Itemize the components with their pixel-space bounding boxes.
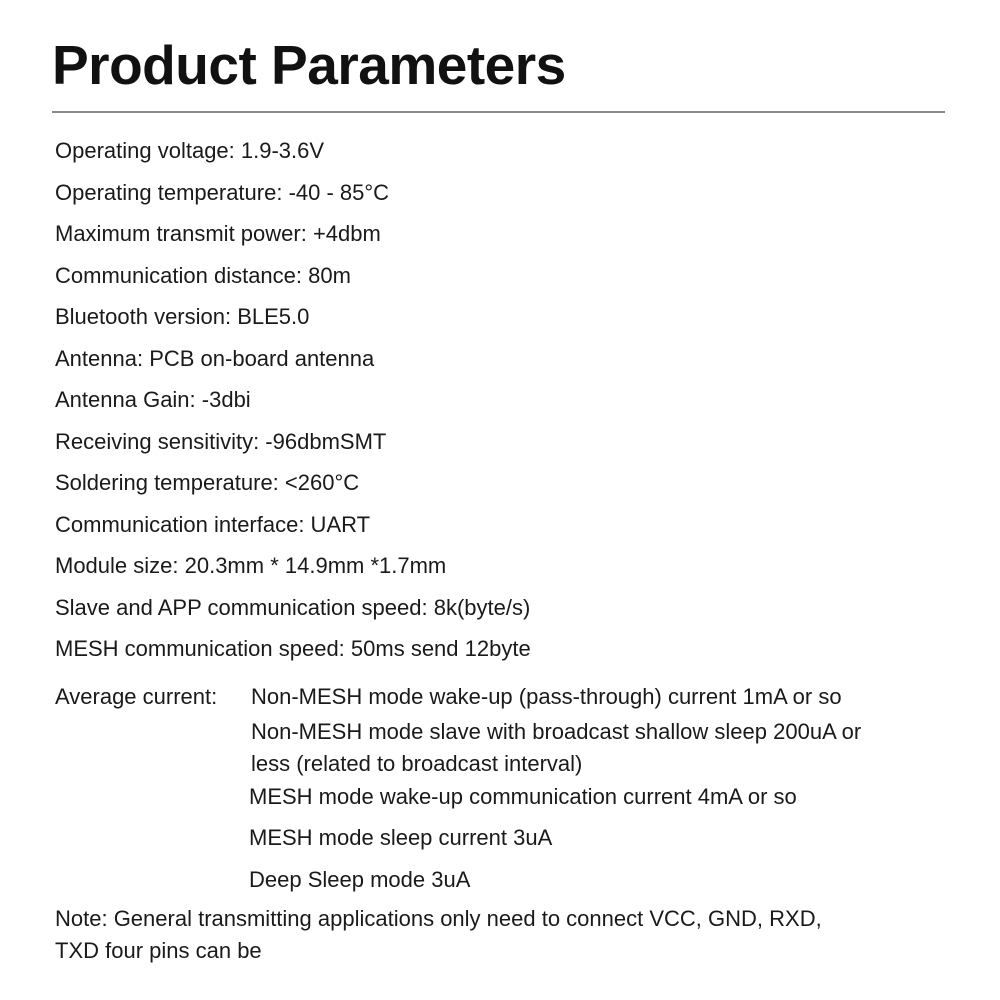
page-title: Product Parameters bbox=[52, 34, 566, 96]
current-line: MESH mode wake-up communication current 4mA or so bbox=[249, 784, 797, 809]
param-antenna: Antenna: PCB on-board antenna bbox=[55, 345, 375, 371]
param-module-size: Module size: 20.3mm * 14.9mm *1.7mm bbox=[55, 553, 447, 578]
param-bluetooth-version: Bluetooth version: BLE5.0 bbox=[55, 304, 310, 329]
param-operating-voltage: Operating voltage: 1.9-3.6V bbox=[55, 138, 325, 163]
param-slave-app-speed: Slave and APP communication speed: 8k(byte/s) bbox=[55, 594, 531, 620]
param-communication-distance: Communication distance: 80m bbox=[55, 262, 351, 288]
title-divider bbox=[52, 111, 945, 113]
current-line: less (related to broadcast interval) bbox=[251, 751, 583, 776]
param-antenna-gain: Antenna Gain: -3dbi bbox=[55, 387, 251, 412]
average-current-label: Average current: bbox=[55, 684, 218, 709]
current-line: MESH mode sleep current 3uA bbox=[249, 825, 553, 850]
current-line: Non-MESH mode slave with broadcast shallow sleep 200uA or bbox=[251, 719, 862, 744]
note-line: Note: General transmitting applications only need to connect VCC, GND, RXD, bbox=[55, 906, 822, 931]
param-receiving-sensitivity: Receiving sensitivity: -96dbmSMT bbox=[55, 428, 387, 454]
current-line: Deep Sleep mode 3uA bbox=[249, 867, 471, 892]
param-soldering-temperature: Soldering temperature: <260°C bbox=[55, 470, 360, 495]
param-operating-temperature: Operating temperature: -40 - 85°C bbox=[55, 179, 390, 205]
current-line: Non-MESH mode wake-up (pass-through) current 1mA or so bbox=[251, 684, 842, 709]
param-max-transmit-power: Maximum transmit power: +4dbm bbox=[55, 221, 381, 246]
note-line: TXD four pins can be bbox=[55, 938, 262, 963]
note bbox=[55, 903, 822, 967]
param-communication-interface: Communication interface: UART bbox=[55, 511, 371, 537]
parameter-list bbox=[55, 138, 955, 678]
param-mesh-speed: MESH communication speed: 50ms send 12byte bbox=[55, 636, 531, 661]
